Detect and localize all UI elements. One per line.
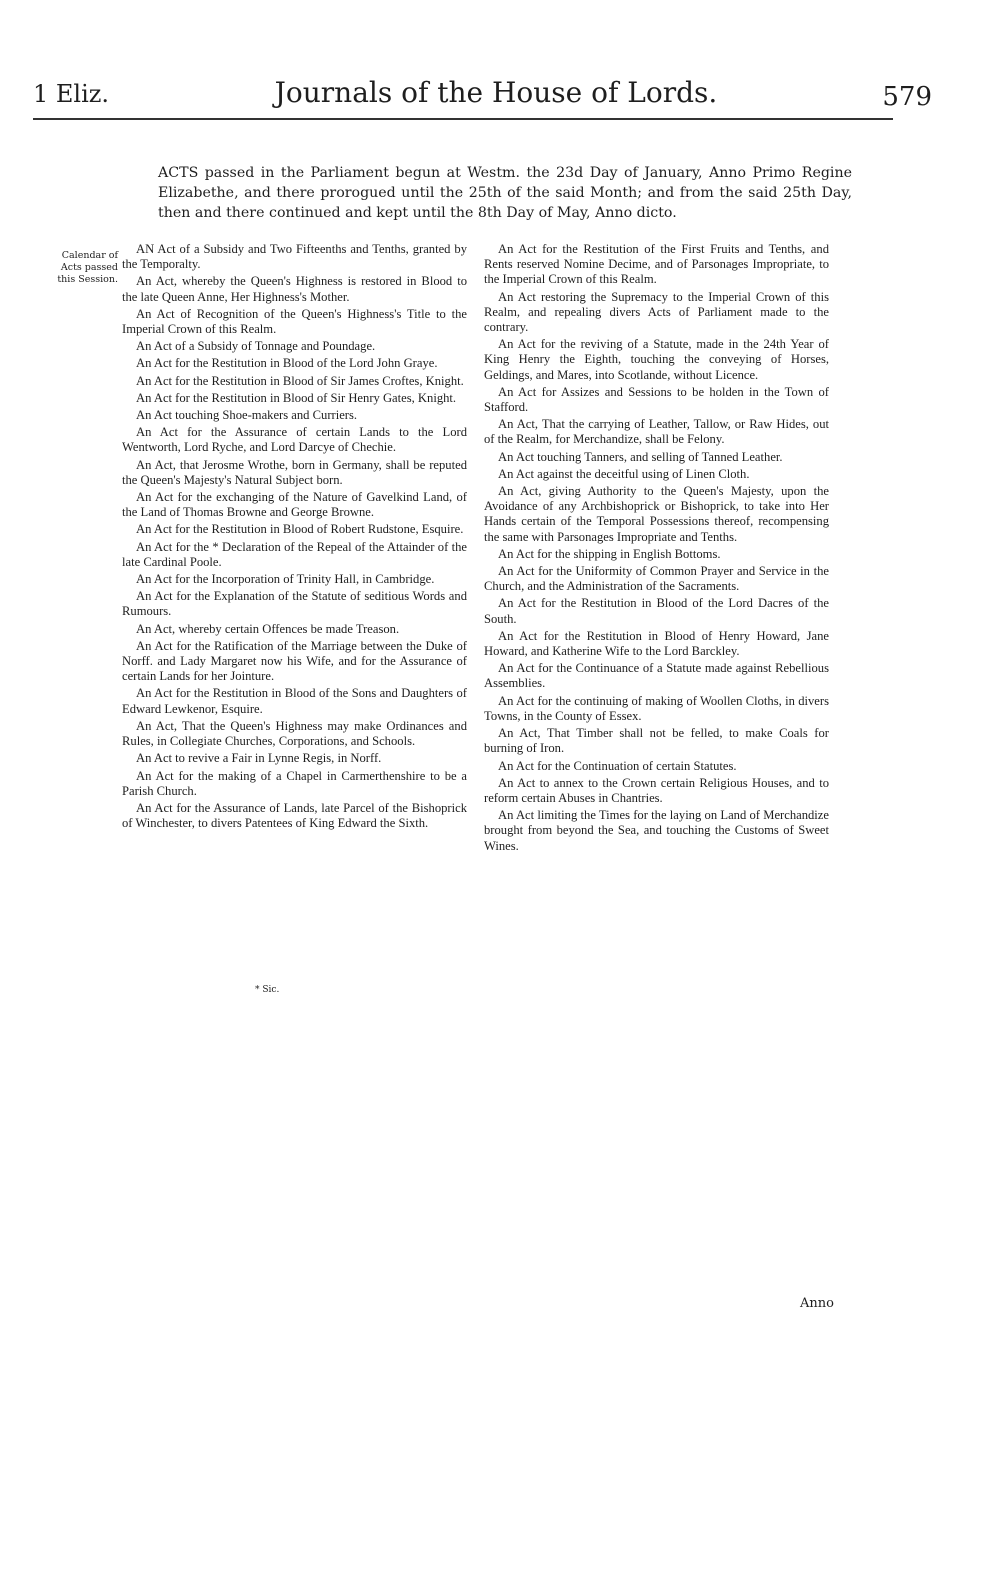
act-entry: An Act for the Restitution in Blood of the Sons and Daughters of Edward Lewkenor, Esquire.: [122, 686, 467, 716]
act-entry: AN Act of a Subsidy and Two Fifteenths and Tenths, granted by the Temporalty.: [122, 242, 467, 272]
act-entry: An Act for the exchanging of the Nature of Gavelkind Land, of the Land of Thomas Browne and George Browne.: [122, 490, 467, 520]
act-entry: An Act for the Uniformity of Common Prayer and Service in the Church, and the Administration of the Sacraments.: [484, 564, 829, 594]
act-entry: An Act, That Timber shall not be felled, to make Coals for burning of Iron.: [484, 726, 829, 756]
act-entry: An Act for the Restitution in Blood of Sir James Croftes, Knight.: [136, 373, 464, 388]
act-entry: An Act for the reviving of a Statute, made in the 24th Year of King Henry the Eighth, touching the conveying of Horses, Geldings, and Mares, into Scotlande, without Licence.: [484, 337, 829, 382]
act-entry: An Act for the Ratification of the Marriage between the Duke of Norff. and Lady Margaret now his Wife, and for the Assurance of certain Lands for her Jointure.: [122, 638, 467, 684]
act-entry: An Act for the Continuation of certain Statutes.: [498, 758, 737, 773]
catchword: Anno: [800, 1296, 834, 1311]
act-entry: An Act for Assizes and Sessions to be holden in the Town of Stafford.: [484, 384, 829, 415]
page-number: 579: [882, 82, 932, 112]
act-entry: An Act for the * Declaration of the Repeal of the Attainder of the late Cardinal Poole.: [122, 539, 467, 569]
act-entry: An Act for the making of a Chapel in Carmerthenshire to be a Parish Church.: [122, 768, 467, 798]
act-entry: An Act of Recognition of the Queen's Highness's Title to the Imperial Crown of this Realm.: [122, 306, 467, 337]
act-entry: An Act for the Incorporation of Trinity Hall, in Cambridge.: [136, 572, 435, 587]
act-entry: An Act for the Continuance of a Statute made against Rebellious Assemblies.: [484, 661, 829, 691]
header-rule: [33, 118, 893, 120]
act-entry: An Act, whereby the Queen's Highness is restored in Blood to the late Queen Anne, Her Highness's Mother.: [122, 274, 467, 304]
act-entry: An Act, That the Queen's Highness may make Ordinances and Rules, in Collegiate Churches, Corporations, and Schools.: [122, 718, 467, 749]
act-entry: An Act for the Restitution in Blood of Sir Henry Gates, Knight.: [136, 390, 457, 405]
act-entry: An Act of a Subsidy of Tonnage and Poundage.: [136, 339, 376, 354]
act-entry: An Act touching Shoe-makers and Curriers.: [136, 408, 358, 423]
act-entry: An Act for the Explanation of the Statute of seditious Words and Rumours.: [122, 589, 467, 619]
act-entry: An Act limiting the Times for the laying on Land of Merchandize brought from beyond the Sea, and touching the Customs of Sweet Wines.: [484, 808, 829, 853]
act-entry: An Act for the Restitution in Blood of Robert Rudstone, Esquire.: [136, 522, 464, 537]
margin-note: Calendar of Acts passed this Session.: [57, 250, 118, 285]
act-entry: An Act for the Restitution in Blood of the Lord John Graye.: [136, 356, 438, 371]
act-entry: An Act to revive a Fair in Lynne Regis, in Norff.: [136, 751, 382, 766]
left-column: [122, 242, 467, 833]
act-entry: An Act, that Jerosme Wrothe, born in Germany, shall be reputed the Queen's Majesty's Natural Subject born.: [122, 457, 467, 487]
act-entry: An Act for the Assurance of Lands, late Parcel of the Bishoprick of Winchester, to divers Patentees of King Edward the Sixth.: [122, 800, 467, 831]
act-entry: An Act for the shipping in English Bottoms.: [498, 546, 721, 561]
act-entry: An Act for the Restitution in Blood of Henry Howard, Jane Howard, and Katherine Wife to the Lord Barckley.: [484, 628, 829, 659]
act-entry: An Act touching Tanners, and selling of Tanned Leather.: [498, 449, 783, 464]
act-entry: An Act for the Restitution of the First Fruits and Tenths, and Rents reserved Nomine Decime, and of Parsonages Impropriate, to the Imperial Crown of this Realm.: [484, 242, 829, 287]
header-regnal-year: 1 Eliz.: [33, 80, 110, 108]
act-entry: An Act for the continuing of making of Woollen Cloths, in divers Towns, in the County of Essex.: [484, 693, 829, 723]
act-entry: An Act, That the carrying of Leather, Tallow, or Raw Hides, out of the Realm, for Merchandize, shall be Felony.: [484, 417, 829, 447]
act-entry: An Act restoring the Supremacy to the Imperial Crown of this Realm, and repealing divers Acts of Parliament made to the contrary.: [484, 289, 829, 335]
page-header: [0, 68, 992, 118]
acts-title: ACTS passed in the Parliament begun at Westm. the 23d Day of January, Anno Primo Regine Elizabethe, and there prorogued until the 25th of the said Month; and from the said 25th Day, then and there continued and kept until the 8th Day of May, Anno dicto.: [158, 165, 852, 221]
act-entry: An Act for the Restitution in Blood of the Lord Dacres of the South.: [484, 596, 829, 626]
act-entry: An Act for the Assurance of certain Lands to the Lord Wentworth, Lord Ryche, and Lord Darcye of Chechie.: [122, 425, 467, 455]
act-entry: An Act, giving Authority to the Queen's Majesty, upon the Avoidance of any Archbishoprick or Bishoprick, to take into Her Hands certain of the Temporal Possessions thereof, recompensing the same with Parsonages Impropriate and Tenths.: [484, 484, 829, 544]
footnote: * Sic.: [255, 985, 280, 995]
act-entry: An Act to annex to the Crown certain Religious Houses, and to reform certain Abuses in Chantries.: [484, 775, 829, 805]
act-entry: An Act, whereby certain Offences be made Treason.: [136, 621, 400, 636]
right-column: [484, 242, 829, 856]
act-entry: An Act against the deceitful using of Linen Cloth.: [498, 466, 750, 481]
header-title: Journals of the House of Lords.: [274, 76, 718, 109]
